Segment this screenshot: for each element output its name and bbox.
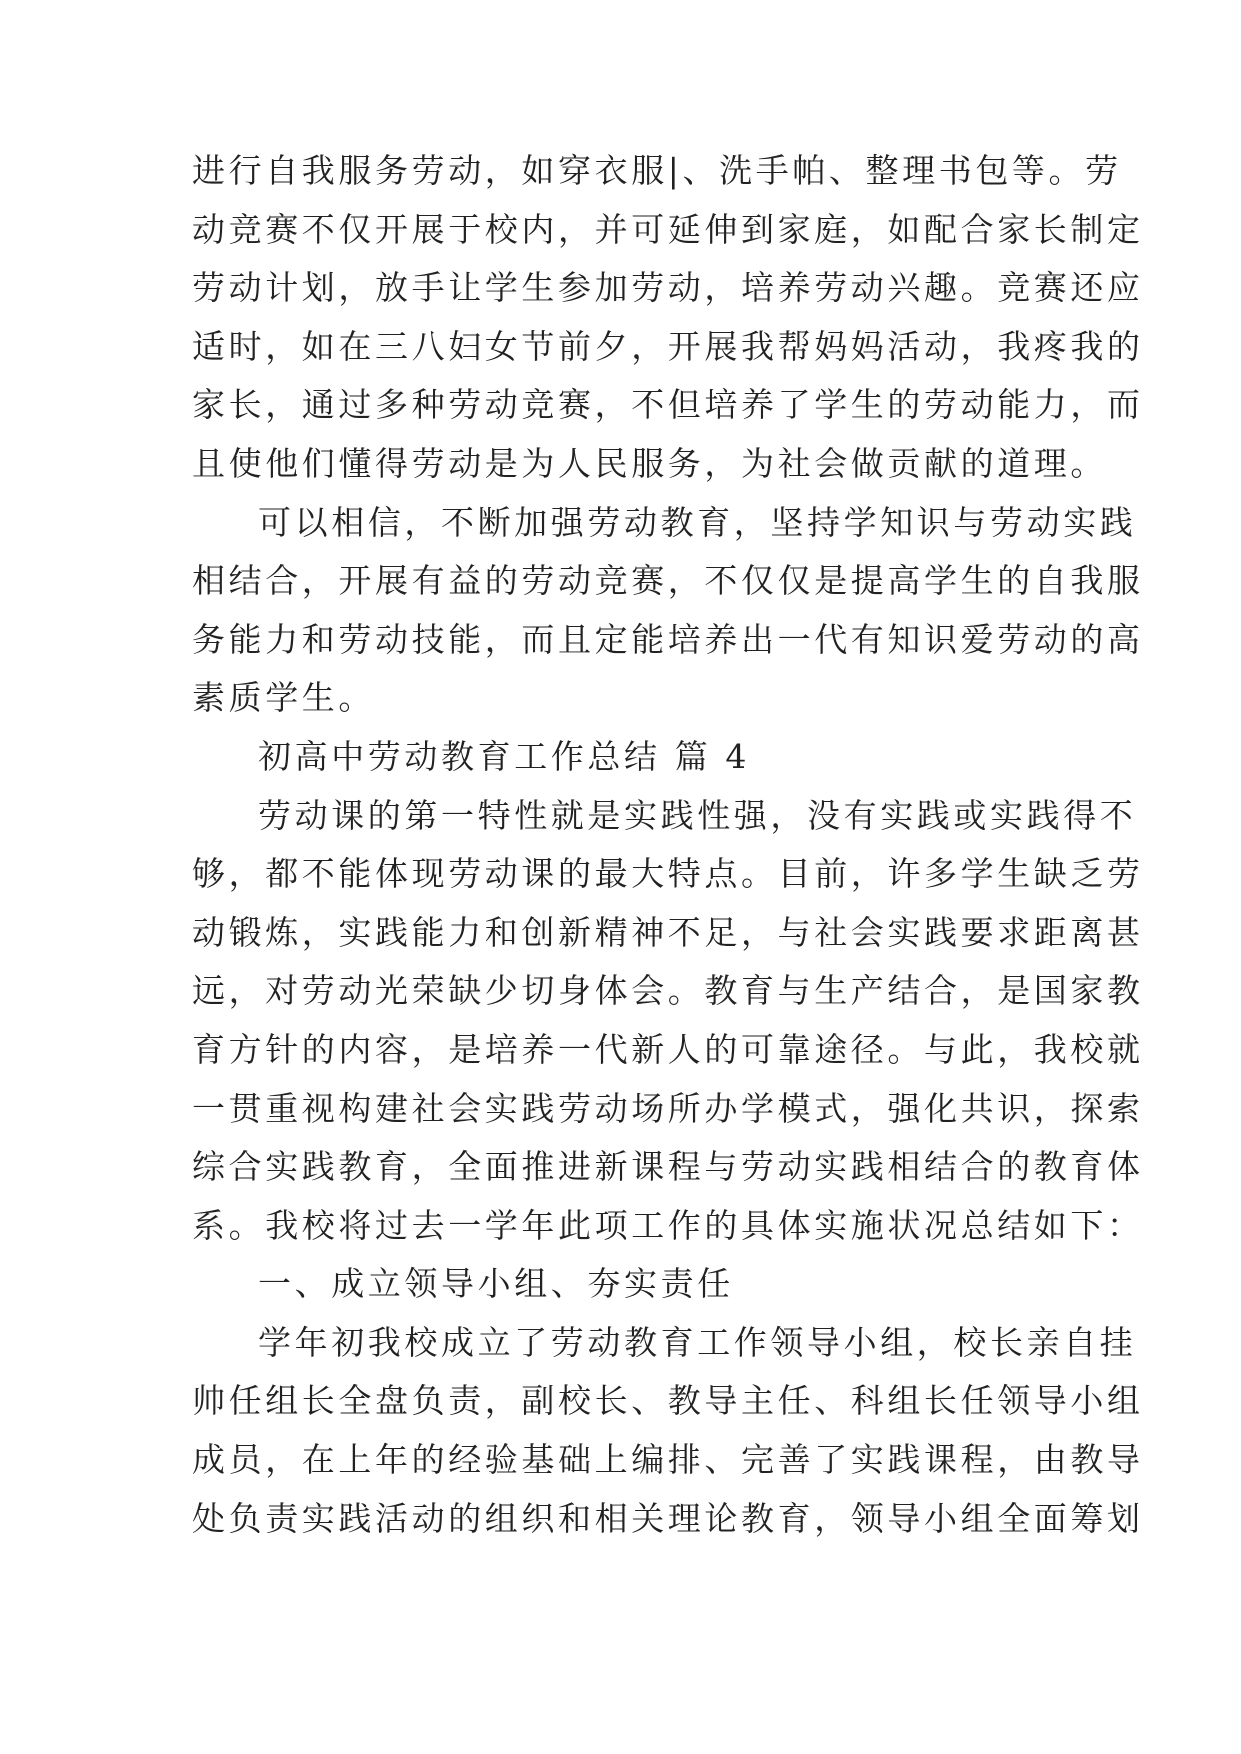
paragraph-start-line: 可以相信，不断加强劳动教育，坚持学知识与劳动实践 <box>258 502 1137 542</box>
text-line: 帅任组长全盘负责，副校长、教导主任、科组长任领导小组 <box>192 1381 1144 1421</box>
paragraph-start-line: 劳动课的第一特性就是实践性强，没有实践或实践得不 <box>258 795 1137 835</box>
text-line: 素质学生。 <box>192 678 375 718</box>
text-line: 劳动计划，放手让学生参加劳动，培养劳动兴趣。竞赛还应 <box>192 268 1144 308</box>
body-text <box>192 142 1144 1548</box>
text-line: 育方针的内容，是培养一代新人的可靠途径。与此，我校就 <box>192 1029 1144 1069</box>
text-line: 家长，通过多种劳动竞赛，不但培养了学生的劳动能力，而 <box>192 385 1144 425</box>
text-line: 进行自我服务劳动，如穿衣服|、洗手帕、整理书包等。劳 <box>192 151 1122 190</box>
text-line: 且使他们懂得劳动是为人民服务，为社会做贡献的道理。 <box>192 443 1107 483</box>
text-line: 动竞赛不仅开展于校内，并可延伸到家庭，如配合家长制定 <box>192 209 1144 249</box>
text-line: 处负责实践活动的组织和相关理论教育，领导小组全面筹划 <box>192 1498 1144 1538</box>
section-heading: 初高中劳动教育工作总结 篇 4 <box>258 736 750 776</box>
text-line: 远，对劳动光荣缺少切身体会。教育与生产结合，是国家教 <box>192 971 1144 1011</box>
text-line: 务能力和劳动技能，而且定能培养出一代有知识爱劳动的高 <box>192 619 1144 659</box>
text-line: 一贯重视构建社会实践劳动场所办学模式，强化共识，探索 <box>192 1088 1144 1128</box>
text-line: 相结合，开展有益的劳动竞赛，不仅仅是提高学生的自我服 <box>192 561 1144 601</box>
text-line: 适时，如在三八妇女节前夕，开展我帮妈妈活动，我疼我的 <box>192 326 1144 366</box>
text-line: 系。我校将过去一学年此项工作的具体实施状况总结如下： <box>192 1205 1144 1245</box>
text-line: 成员，在上年的经验基础上编排、完善了实践课程，由教导 <box>192 1440 1144 1480</box>
paragraph-start-line: 学年初我校成立了劳动教育工作领导小组，校长亲自挂 <box>258 1322 1137 1362</box>
text-line: 综合实践教育，全面推进新课程与劳动实践相结合的教育体 <box>192 1147 1144 1187</box>
text-line: 动锻炼，实践能力和创新精神不足，与社会实践要求距离甚 <box>192 912 1144 952</box>
subsection-heading: 一、成立领导小组、夯实责任 <box>258 1264 734 1304</box>
text-line: 够，都不能体现劳动课的最大特点。目前，许多学生缺乏劳 <box>192 854 1144 894</box>
